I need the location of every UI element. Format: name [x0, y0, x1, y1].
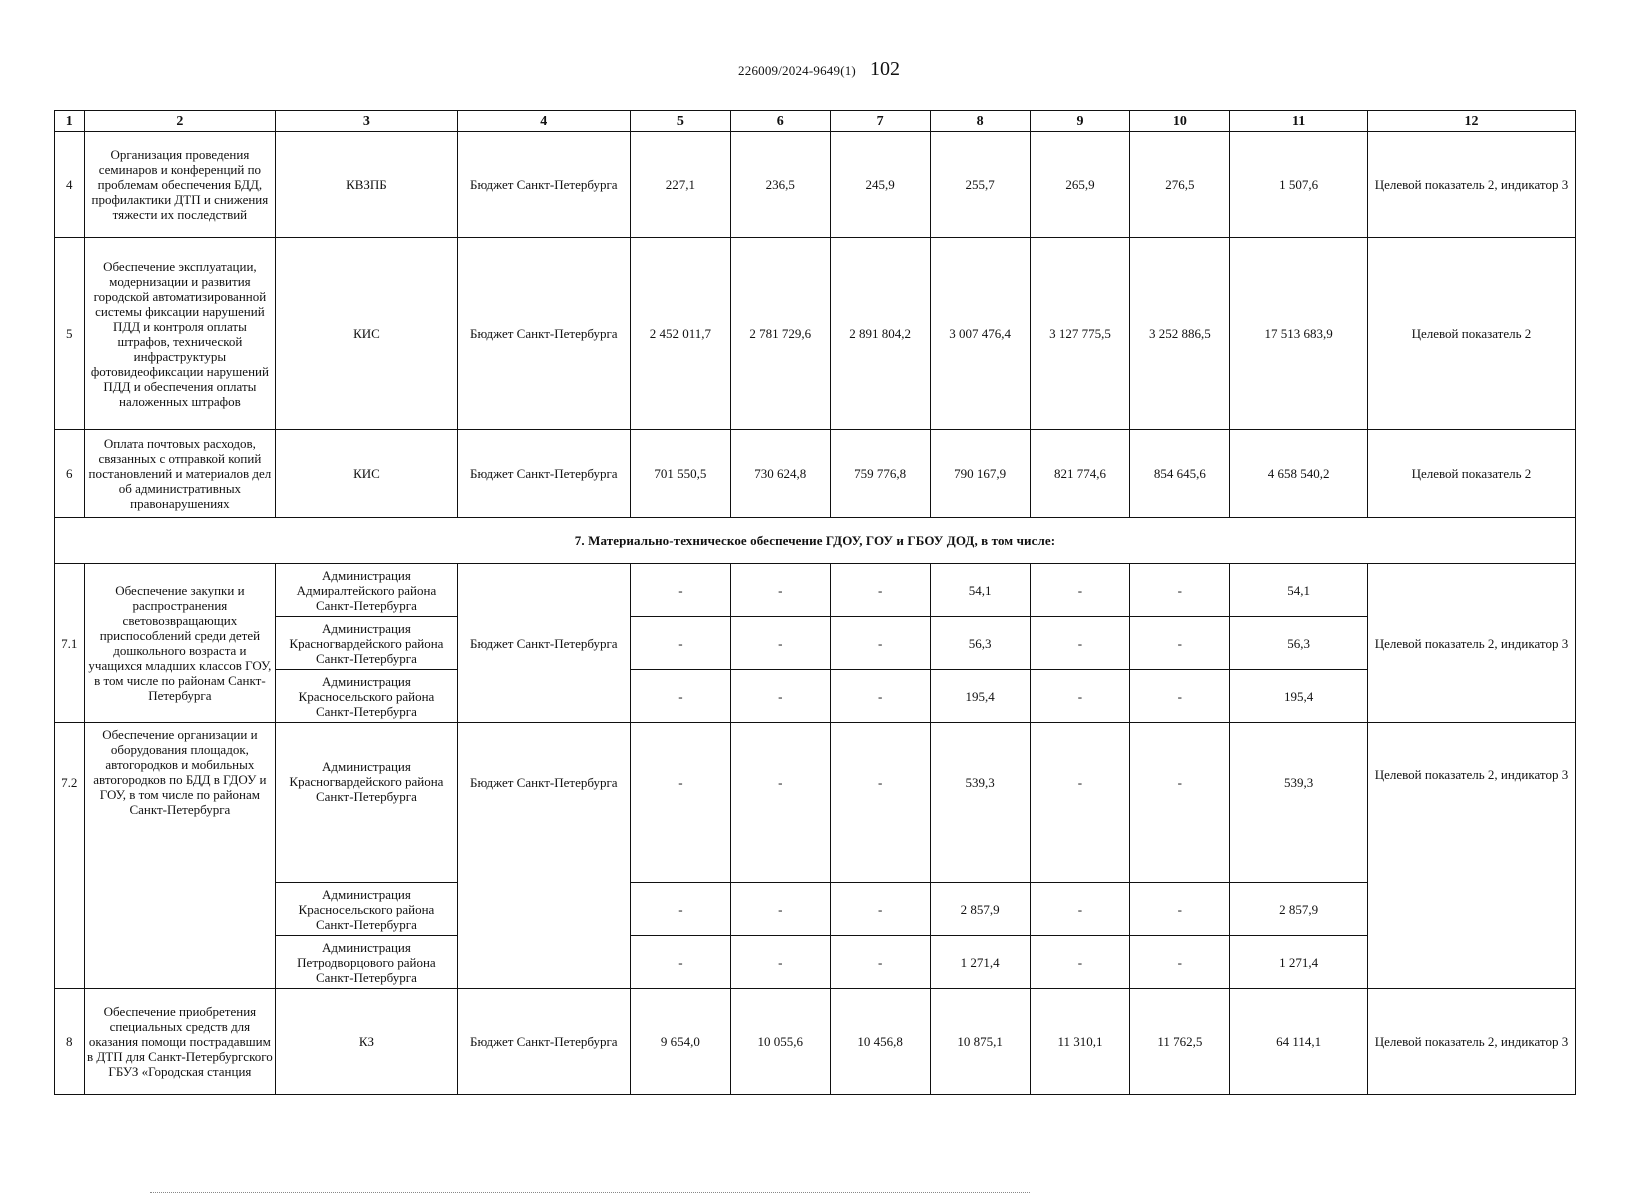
value-cell: 255,7	[930, 132, 1030, 238]
total-cell: 539,3	[1230, 723, 1368, 883]
executor: Администрация Красногвардейского района Санкт-Петербурга	[276, 617, 457, 670]
program-table	[54, 110, 1576, 1095]
funding-source: Бюджет Санкт-Петербурга	[457, 430, 630, 518]
column-number-row	[55, 111, 1576, 132]
value-cell: -	[1030, 883, 1130, 936]
table-row	[55, 564, 1576, 617]
value-cell: 195,4	[930, 670, 1030, 723]
total-cell: 54,1	[1230, 564, 1368, 617]
col-num: 11	[1230, 111, 1368, 132]
total-cell: 4 658 540,2	[1230, 430, 1368, 518]
value-cell: -	[630, 564, 730, 617]
value-cell: -	[730, 617, 830, 670]
target-indicator: Целевой показатель 2	[1367, 430, 1575, 518]
value-cell: 276,5	[1130, 132, 1230, 238]
value-cell: -	[1130, 883, 1230, 936]
total-cell: 1 271,4	[1230, 936, 1368, 989]
activity-name: Оплата почтовых расходов, связанных с отправкой копий постановлений и материалов дел об административных правонарушениях	[84, 430, 276, 518]
executor: КВЗПБ	[276, 132, 457, 238]
funding-source: Бюджет Санкт-Петербурга	[457, 989, 630, 1095]
value-cell: 539,3	[930, 723, 1030, 883]
value-cell: -	[830, 883, 930, 936]
value-cell: -	[830, 723, 930, 883]
total-cell: 1 507,6	[1230, 132, 1368, 238]
value-cell: -	[1130, 564, 1230, 617]
registration-number: 226009/2024-9649(1)	[738, 63, 856, 78]
page-header	[0, 58, 1638, 81]
value-cell: -	[730, 670, 830, 723]
value-cell: 9 654,0	[630, 989, 730, 1095]
value-cell: 10 456,8	[830, 989, 930, 1095]
value-cell: -	[1030, 936, 1130, 989]
col-num: 8	[930, 111, 1030, 132]
value-cell: 236,5	[730, 132, 830, 238]
total-cell: 64 114,1	[1230, 989, 1368, 1095]
value-cell: 821 774,6	[1030, 430, 1130, 518]
value-cell: -	[730, 883, 830, 936]
value-cell: 54,1	[930, 564, 1030, 617]
value-cell: -	[1130, 936, 1230, 989]
table-row	[55, 617, 1576, 670]
row-number: 5	[55, 238, 85, 430]
table-row	[55, 238, 1576, 430]
activity-name: Обеспечение приобретения специальных средств для оказания помощи пострадавшим в ДТП для Санкт-Петербургского ГБУЗ «Городская станция	[84, 989, 276, 1095]
value-cell: 10 875,1	[930, 989, 1030, 1095]
executor: Администрация Красногвардейского района Санкт-Петербурга	[276, 723, 457, 883]
value-cell: 1 271,4	[930, 936, 1030, 989]
value-cell: 701 550,5	[630, 430, 730, 518]
row-number: 8	[55, 989, 85, 1095]
table-row	[55, 989, 1576, 1095]
total-cell: 17 513 683,9	[1230, 238, 1368, 430]
section-row	[55, 518, 1576, 564]
value-cell: -	[830, 564, 930, 617]
table-row	[55, 723, 1576, 883]
value-cell: 11 310,1	[1030, 989, 1130, 1095]
table-row	[55, 883, 1576, 936]
value-cell: 2 857,9	[930, 883, 1030, 936]
value-cell: -	[730, 936, 830, 989]
table-row	[55, 132, 1576, 238]
value-cell: 227,1	[630, 132, 730, 238]
col-num: 9	[1030, 111, 1130, 132]
target-indicator: Целевой показатель 2, индикатор 3	[1367, 723, 1575, 989]
value-cell: -	[830, 670, 930, 723]
value-cell: 245,9	[830, 132, 930, 238]
col-num: 6	[730, 111, 830, 132]
executor: Администрация Красносельского района Санкт-Петербурга	[276, 883, 457, 936]
value-cell: -	[1130, 670, 1230, 723]
value-cell: -	[1130, 617, 1230, 670]
scan-artifact-line	[150, 1192, 1030, 1195]
value-cell: 3 127 775,5	[1030, 238, 1130, 430]
row-number: 7.1	[55, 564, 85, 723]
target-indicator: Целевой показатель 2, индикатор 3	[1367, 564, 1575, 723]
value-cell: -	[1030, 617, 1130, 670]
executor: КИС	[276, 238, 457, 430]
funding-source: Бюджет Санкт-Петербурга	[457, 238, 630, 430]
target-indicator: Целевой показатель 2, индикатор 3	[1367, 132, 1575, 238]
value-cell: 2 891 804,2	[830, 238, 930, 430]
funding-source: Бюджет Санкт-Петербурга	[457, 723, 630, 989]
value-cell: 3 007 476,4	[930, 238, 1030, 430]
activity-name: Организация проведения семинаров и конференций по проблемам обеспечения БДД, профилактики ДТП и снижения тяжести их последствий	[84, 132, 276, 238]
target-indicator: Целевой показатель 2, индикатор 3	[1367, 989, 1575, 1095]
col-num: 12	[1367, 111, 1575, 132]
total-cell: 56,3	[1230, 617, 1368, 670]
value-cell: 56,3	[930, 617, 1030, 670]
value-cell: -	[630, 617, 730, 670]
value-cell: 3 252 886,5	[1130, 238, 1230, 430]
value-cell: 265,9	[1030, 132, 1130, 238]
value-cell: -	[1030, 723, 1130, 883]
value-cell: -	[1030, 670, 1130, 723]
col-num: 3	[276, 111, 457, 132]
col-num: 5	[630, 111, 730, 132]
activity-name: Обеспечение организации и оборудования площадок, автогородков и мобильных автогородков по БДД в ГДОУ и ГОУ, в том числе по районам Санкт-Петербурга	[84, 723, 276, 989]
table-row	[55, 670, 1576, 723]
value-cell: -	[630, 670, 730, 723]
funding-source: Бюджет Санкт-Петербурга	[457, 132, 630, 238]
section-title: 7. Материально-техническое обеспечение ГДОУ, ГОУ и ГБОУ ДОД, в том числе:	[55, 518, 1576, 564]
funding-source: Бюджет Санкт-Петербурга	[457, 564, 630, 723]
value-cell: -	[630, 883, 730, 936]
value-cell: 2 781 729,6	[730, 238, 830, 430]
col-num: 4	[457, 111, 630, 132]
value-cell: -	[1030, 564, 1130, 617]
total-cell: 2 857,9	[1230, 883, 1368, 936]
table-row	[55, 936, 1576, 989]
activity-name: Обеспечение эксплуатации, модернизации и развития городской автоматизированной системы фиксации нарушений ПДД и контроля оплаты штрафов, технической инфраструктуры фотовидеофиксации нарушений ПДД и обеспечения оплаты наложенных штрафов	[84, 238, 276, 430]
value-cell: 854 645,6	[1130, 430, 1230, 518]
executor: Администрация Красносельского района Санкт-Петербурга	[276, 670, 457, 723]
row-number: 7.2	[55, 723, 85, 989]
col-num: 10	[1130, 111, 1230, 132]
executor: КЗ	[276, 989, 457, 1095]
value-cell: 11 762,5	[1130, 989, 1230, 1095]
value-cell: -	[630, 936, 730, 989]
row-number: 4	[55, 132, 85, 238]
row-number: 6	[55, 430, 85, 518]
total-cell: 195,4	[1230, 670, 1368, 723]
activity-name: Обеспечение закупки и распространения световозвращающих приспособлений среди детей дошкольного возраста и учащихся младших классов ГОУ, в том числе по районам Санкт-Петербурга	[84, 564, 276, 723]
value-cell: 730 624,8	[730, 430, 830, 518]
col-num: 1	[55, 111, 85, 132]
col-num: 7	[830, 111, 930, 132]
value-cell: -	[830, 617, 930, 670]
executor: Администрация Адмиралтейского района Санкт-Петербурга	[276, 564, 457, 617]
page-number: 102	[869, 58, 900, 80]
value-cell: -	[730, 564, 830, 617]
value-cell: 759 776,8	[830, 430, 930, 518]
table-row	[55, 430, 1576, 518]
executor: Администрация Петродворцового района Санкт-Петербурга	[276, 936, 457, 989]
value-cell: -	[630, 723, 730, 883]
col-num: 2	[84, 111, 276, 132]
value-cell: -	[730, 723, 830, 883]
target-indicator: Целевой показатель 2	[1367, 238, 1575, 430]
executor: КИС	[276, 430, 457, 518]
value-cell: 2 452 011,7	[630, 238, 730, 430]
value-cell: 10 055,6	[730, 989, 830, 1095]
value-cell: -	[830, 936, 930, 989]
value-cell: 790 167,9	[930, 430, 1030, 518]
value-cell: -	[1130, 723, 1230, 883]
